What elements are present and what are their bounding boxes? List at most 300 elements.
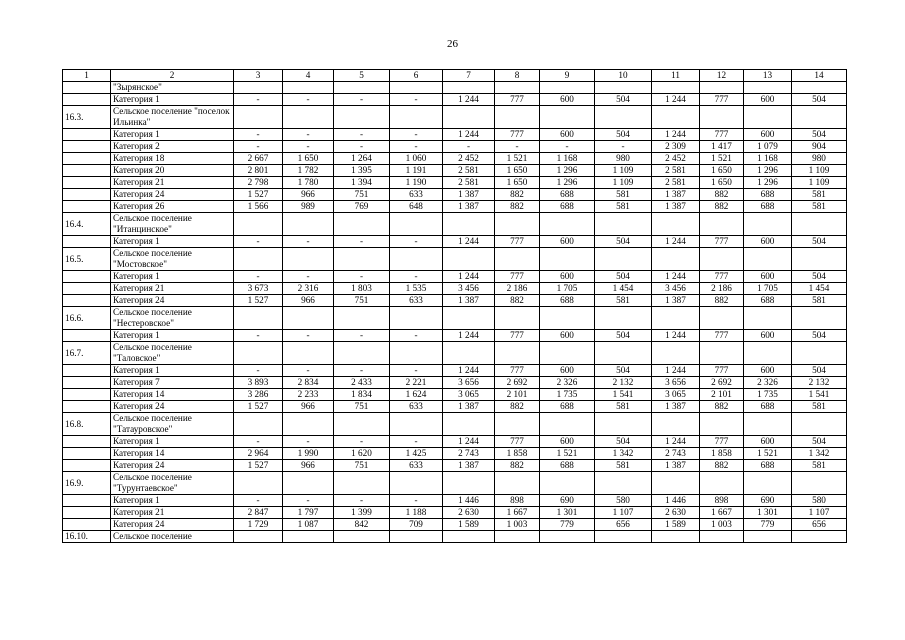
row-number <box>63 495 111 507</box>
value-cell: 882 <box>495 189 540 201</box>
value-cell: 2 326 <box>540 377 595 389</box>
value-cell: 966 <box>283 295 334 307</box>
row-name: Сельское поселение "Мостовское" <box>111 248 234 271</box>
table-row <box>63 153 847 165</box>
value-cell <box>283 307 334 330</box>
value-cell: - <box>334 271 390 283</box>
value-cell: 1 521 <box>700 153 744 165</box>
row-name: Категория 24 <box>111 189 234 201</box>
row-name: Категория 7 <box>111 377 234 389</box>
value-cell: 1 527 <box>234 295 283 307</box>
value-cell <box>652 82 700 94</box>
value-cell <box>595 82 652 94</box>
value-cell: 504 <box>792 330 847 342</box>
value-cell: - <box>390 330 443 342</box>
value-cell: 1 387 <box>652 201 700 213</box>
value-cell: 1 387 <box>443 201 495 213</box>
value-cell <box>234 472 283 495</box>
column-header-1: 1 <box>63 70 111 82</box>
value-cell <box>700 307 744 330</box>
row-name: Категория 14 <box>111 389 234 401</box>
value-cell: 1 417 <box>700 141 744 153</box>
value-cell: 504 <box>792 436 847 448</box>
value-cell <box>283 531 334 543</box>
column-header-4: 4 <box>283 70 334 82</box>
column-header-5: 5 <box>334 70 390 82</box>
row-number <box>63 448 111 460</box>
row-number: 16.8. <box>63 413 111 436</box>
value-cell <box>595 307 652 330</box>
table-row <box>63 141 847 153</box>
value-cell: 580 <box>792 495 847 507</box>
value-cell <box>792 342 847 365</box>
row-number <box>63 165 111 177</box>
value-cell: 1 446 <box>652 495 700 507</box>
value-cell: - <box>390 236 443 248</box>
value-cell: - <box>234 330 283 342</box>
value-cell <box>652 307 700 330</box>
row-number <box>63 129 111 141</box>
row-number <box>63 436 111 448</box>
value-cell: 1 296 <box>540 177 595 189</box>
value-cell <box>390 82 443 94</box>
value-cell: - <box>234 495 283 507</box>
tariff-table <box>62 69 847 543</box>
value-cell: 1 079 <box>744 141 792 153</box>
value-cell <box>443 413 495 436</box>
value-cell: 581 <box>595 460 652 472</box>
value-cell: - <box>283 495 334 507</box>
value-cell: - <box>540 141 595 153</box>
value-cell: 1 858 <box>495 448 540 460</box>
value-cell: 709 <box>390 519 443 531</box>
value-cell: 3 656 <box>652 377 700 389</box>
value-cell: 1 858 <box>700 448 744 460</box>
value-cell: 581 <box>792 460 847 472</box>
table-row <box>63 531 847 543</box>
row-name: Категория 1 <box>111 129 234 141</box>
table-row <box>63 165 847 177</box>
row-number <box>63 236 111 248</box>
value-cell: 1 060 <box>390 153 443 165</box>
value-cell: 3 893 <box>234 377 283 389</box>
value-cell <box>652 472 700 495</box>
value-cell: 1 109 <box>792 177 847 189</box>
value-cell <box>283 472 334 495</box>
value-cell <box>334 213 390 236</box>
row-name: Сельское поселение "Турунтаевское" <box>111 472 234 495</box>
row-number: 16.9. <box>63 472 111 495</box>
value-cell: 1 735 <box>540 389 595 401</box>
value-cell: 2 847 <box>234 507 283 519</box>
row-number <box>63 507 111 519</box>
value-cell: 581 <box>792 189 847 201</box>
value-cell: 600 <box>540 236 595 248</box>
value-cell <box>540 248 595 271</box>
value-cell <box>390 248 443 271</box>
value-cell: 882 <box>700 460 744 472</box>
value-cell: 1 387 <box>652 295 700 307</box>
value-cell <box>443 307 495 330</box>
value-cell: 777 <box>700 94 744 106</box>
value-cell <box>495 307 540 330</box>
value-cell: 3 065 <box>652 389 700 401</box>
value-cell: 504 <box>792 365 847 377</box>
value-cell: - <box>334 365 390 377</box>
table-body <box>63 70 847 543</box>
row-name: Категория 20 <box>111 165 234 177</box>
value-cell <box>234 82 283 94</box>
value-cell: 504 <box>792 129 847 141</box>
value-cell: 2 581 <box>443 177 495 189</box>
value-cell: 3 065 <box>443 389 495 401</box>
row-number <box>63 377 111 389</box>
value-cell: 2 316 <box>283 283 334 295</box>
value-cell <box>495 82 540 94</box>
value-cell: 1 667 <box>700 507 744 519</box>
column-header-2: 2 <box>111 70 234 82</box>
table-row <box>63 271 847 283</box>
value-cell: 2 692 <box>700 377 744 389</box>
value-cell <box>595 531 652 543</box>
value-cell: - <box>283 129 334 141</box>
value-cell: 3 456 <box>443 283 495 295</box>
value-cell <box>652 213 700 236</box>
value-cell: 779 <box>744 519 792 531</box>
value-cell <box>443 531 495 543</box>
value-cell: 2 221 <box>390 377 443 389</box>
value-cell: 2 801 <box>234 165 283 177</box>
value-cell: 1 296 <box>540 165 595 177</box>
table-row <box>63 460 847 472</box>
row-name: Категория 24 <box>111 295 234 307</box>
value-cell <box>234 248 283 271</box>
value-cell: - <box>234 94 283 106</box>
value-cell <box>540 531 595 543</box>
value-cell: 600 <box>540 129 595 141</box>
value-cell: 1 667 <box>495 507 540 519</box>
value-cell: 1 168 <box>540 153 595 165</box>
value-cell: 504 <box>595 271 652 283</box>
table-row <box>63 436 847 448</box>
value-cell: 1 244 <box>652 365 700 377</box>
value-cell: 1 301 <box>540 507 595 519</box>
value-cell <box>495 248 540 271</box>
value-cell: 2 433 <box>334 377 390 389</box>
value-cell: 2 743 <box>443 448 495 460</box>
value-cell: 1 244 <box>443 330 495 342</box>
row-name: Категория 1 <box>111 436 234 448</box>
value-cell: 1 301 <box>744 507 792 519</box>
value-cell: 1 624 <box>390 389 443 401</box>
value-cell: 1 541 <box>595 389 652 401</box>
value-cell <box>495 413 540 436</box>
value-cell: 1 387 <box>652 401 700 413</box>
table-row <box>63 189 847 201</box>
row-number <box>63 177 111 189</box>
value-cell: 777 <box>495 330 540 342</box>
value-cell <box>495 342 540 365</box>
row-name: Категория 24 <box>111 401 234 413</box>
value-cell <box>652 248 700 271</box>
value-cell: 882 <box>495 460 540 472</box>
value-cell: 1 535 <box>390 283 443 295</box>
column-header-14: 14 <box>792 70 847 82</box>
value-cell <box>595 248 652 271</box>
value-cell: 3 656 <box>443 377 495 389</box>
value-cell <box>744 106 792 129</box>
value-cell <box>390 106 443 129</box>
value-cell: - <box>334 141 390 153</box>
value-cell: - <box>283 271 334 283</box>
row-name: Категория 21 <box>111 283 234 295</box>
table-row <box>63 507 847 519</box>
value-cell: 504 <box>595 330 652 342</box>
value-cell <box>283 413 334 436</box>
value-cell: 1 729 <box>234 519 283 531</box>
row-number <box>63 271 111 283</box>
value-cell <box>334 472 390 495</box>
table-row <box>63 106 847 129</box>
value-cell: 777 <box>495 436 540 448</box>
value-cell: 688 <box>744 295 792 307</box>
value-cell: 1 342 <box>792 448 847 460</box>
value-cell: 882 <box>700 189 744 201</box>
value-cell: 751 <box>334 295 390 307</box>
value-cell <box>334 531 390 543</box>
value-cell: 688 <box>744 201 792 213</box>
row-name: Категория 24 <box>111 460 234 472</box>
value-cell <box>390 531 443 543</box>
value-cell <box>792 82 847 94</box>
value-cell: 777 <box>700 236 744 248</box>
value-cell: 1 650 <box>700 165 744 177</box>
value-cell: 2 233 <box>283 389 334 401</box>
value-cell: 1 387 <box>443 401 495 413</box>
value-cell: 2 743 <box>652 448 700 460</box>
value-cell: 2 101 <box>700 389 744 401</box>
value-cell <box>700 82 744 94</box>
table-row <box>63 236 847 248</box>
value-cell: 600 <box>744 94 792 106</box>
table-row <box>63 389 847 401</box>
value-cell: 1 387 <box>652 460 700 472</box>
value-cell: 688 <box>744 460 792 472</box>
value-cell: 1 188 <box>390 507 443 519</box>
value-cell <box>744 342 792 365</box>
table-row <box>63 82 847 94</box>
value-cell: 882 <box>700 201 744 213</box>
value-cell: 600 <box>744 236 792 248</box>
value-cell: 1 264 <box>334 153 390 165</box>
table-row <box>63 472 847 495</box>
value-cell <box>744 82 792 94</box>
value-cell: - <box>334 436 390 448</box>
value-cell: - <box>390 129 443 141</box>
row-number: 16.5. <box>63 248 111 271</box>
value-cell <box>334 342 390 365</box>
value-cell <box>540 342 595 365</box>
value-cell: 1 521 <box>540 448 595 460</box>
value-cell: 688 <box>540 189 595 201</box>
value-cell: - <box>334 236 390 248</box>
value-cell: 688 <box>540 295 595 307</box>
value-cell: - <box>390 436 443 448</box>
value-cell: 1 735 <box>744 389 792 401</box>
value-cell: 882 <box>495 295 540 307</box>
value-cell: 688 <box>540 460 595 472</box>
row-number: 16.3. <box>63 106 111 129</box>
value-cell <box>700 472 744 495</box>
row-number: 16.10. <box>63 531 111 543</box>
value-cell <box>540 106 595 129</box>
value-cell <box>334 106 390 129</box>
value-cell <box>390 413 443 436</box>
value-cell: 2 309 <box>652 141 700 153</box>
value-cell: 3 456 <box>652 283 700 295</box>
value-cell: 600 <box>540 436 595 448</box>
value-cell: 777 <box>700 129 744 141</box>
value-cell: 777 <box>495 94 540 106</box>
value-cell: 1 244 <box>652 94 700 106</box>
value-cell: 3 673 <box>234 283 283 295</box>
page-number: 26 <box>447 38 458 50</box>
value-cell: 1 990 <box>283 448 334 460</box>
value-cell <box>390 213 443 236</box>
table-row <box>63 295 847 307</box>
value-cell: 1 425 <box>390 448 443 460</box>
value-cell: 504 <box>792 271 847 283</box>
column-header-6: 6 <box>390 70 443 82</box>
column-header-3: 3 <box>234 70 283 82</box>
value-cell: 1 244 <box>652 271 700 283</box>
table-row <box>63 248 847 271</box>
value-cell: 1 527 <box>234 401 283 413</box>
value-cell: 1 650 <box>495 177 540 189</box>
row-number <box>63 519 111 531</box>
value-cell: 882 <box>495 201 540 213</box>
value-cell: 1 521 <box>744 448 792 460</box>
value-cell <box>595 472 652 495</box>
column-header-8: 8 <box>495 70 540 82</box>
value-cell: - <box>334 94 390 106</box>
column-header-11: 11 <box>652 70 700 82</box>
value-cell <box>792 413 847 436</box>
value-cell <box>234 531 283 543</box>
table-row <box>63 342 847 365</box>
value-cell: 1 107 <box>595 507 652 519</box>
value-cell: 769 <box>334 201 390 213</box>
row-name: Категория 2 <box>111 141 234 153</box>
column-header-13: 13 <box>744 70 792 82</box>
value-cell: 688 <box>540 401 595 413</box>
value-cell <box>234 213 283 236</box>
value-cell <box>234 413 283 436</box>
value-cell: 600 <box>540 94 595 106</box>
value-cell <box>700 413 744 436</box>
value-cell <box>540 213 595 236</box>
value-cell: - <box>495 141 540 153</box>
value-cell: 581 <box>595 189 652 201</box>
row-number <box>63 141 111 153</box>
value-cell: 504 <box>792 236 847 248</box>
value-cell: 882 <box>700 401 744 413</box>
value-cell: 1 650 <box>700 177 744 189</box>
value-cell: 1 399 <box>334 507 390 519</box>
value-cell: 688 <box>744 189 792 201</box>
value-cell: 842 <box>334 519 390 531</box>
value-cell <box>334 82 390 94</box>
row-name: Категория 24 <box>111 519 234 531</box>
row-name: Категория 18 <box>111 153 234 165</box>
row-name: "Зырянское" <box>111 82 234 94</box>
value-cell: - <box>283 236 334 248</box>
value-cell: 2 132 <box>792 377 847 389</box>
value-cell: 1 387 <box>443 460 495 472</box>
row-number: 16.7. <box>63 342 111 365</box>
value-cell: 1 191 <box>390 165 443 177</box>
value-cell: 600 <box>540 271 595 283</box>
value-cell <box>334 248 390 271</box>
value-cell <box>792 472 847 495</box>
value-cell: 1 168 <box>744 153 792 165</box>
row-name: Категория 1 <box>111 495 234 507</box>
value-cell: 504 <box>595 94 652 106</box>
value-cell <box>700 248 744 271</box>
value-cell <box>443 342 495 365</box>
value-cell: 1 107 <box>792 507 847 519</box>
value-cell: 2 452 <box>652 153 700 165</box>
value-cell: - <box>283 365 334 377</box>
value-cell: 648 <box>390 201 443 213</box>
value-cell: 580 <box>595 495 652 507</box>
value-cell: 690 <box>540 495 595 507</box>
value-cell: 1 190 <box>390 177 443 189</box>
value-cell: 633 <box>390 295 443 307</box>
value-cell: 504 <box>595 129 652 141</box>
value-cell: 600 <box>744 330 792 342</box>
value-cell: 1 109 <box>595 177 652 189</box>
value-cell: 966 <box>283 189 334 201</box>
row-name: Категория 21 <box>111 177 234 189</box>
value-cell <box>390 307 443 330</box>
column-header-7: 7 <box>443 70 495 82</box>
table-row <box>63 129 847 141</box>
value-cell: - <box>390 271 443 283</box>
row-name: Категория 26 <box>111 201 234 213</box>
value-cell: 2 581 <box>652 177 700 189</box>
value-cell: 1 705 <box>540 283 595 295</box>
value-cell: 904 <box>792 141 847 153</box>
value-cell <box>540 82 595 94</box>
value-cell <box>792 106 847 129</box>
value-cell <box>495 106 540 129</box>
value-cell: - <box>443 141 495 153</box>
table-row <box>63 519 847 531</box>
value-cell: 1 342 <box>595 448 652 460</box>
value-cell: 1 109 <box>595 165 652 177</box>
value-cell: 1 780 <box>283 177 334 189</box>
value-cell: 751 <box>334 460 390 472</box>
value-cell <box>792 307 847 330</box>
value-cell: 777 <box>700 365 744 377</box>
value-cell: - <box>334 495 390 507</box>
value-cell: 1 003 <box>495 519 540 531</box>
row-name: Сельское поселение <box>111 531 234 543</box>
row-name: Сельское поселение "Итанцинское" <box>111 213 234 236</box>
row-number <box>63 82 111 94</box>
value-cell <box>234 106 283 129</box>
